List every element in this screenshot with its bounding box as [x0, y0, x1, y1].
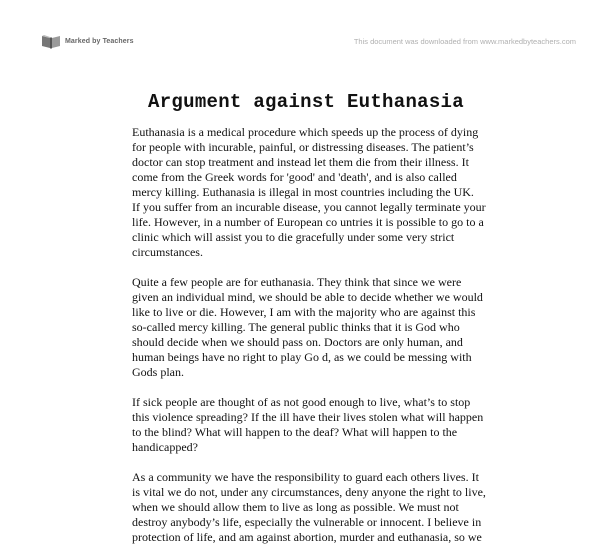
text-line: protection of life, and am against abortion, murder and euthanasia, so we: [132, 530, 482, 544]
marked-by-teachers-logo[interactable]: [40, 33, 134, 49]
paragraph-1: [132, 125, 500, 260]
text-line: this violence spreading? If the ill have their lives stolen what will happen: [132, 410, 484, 424]
text-line: doctor can stop treatment and instead let them die from their illness. It: [132, 155, 469, 169]
text-line: mercy killing. Euthanasia is illegal in most countries including the UK.: [132, 185, 474, 199]
text-line: like to live or die. However, I am with the majority who are against this: [132, 305, 476, 319]
text-line: Euthanasia is a medical procedure which speeds up the process of dying: [132, 125, 479, 139]
book-icon: [40, 33, 62, 49]
text-line: for people with incurable, painful, or distressing diseases. The patient’s: [132, 140, 474, 154]
text-line: come from the Greek words for 'good' and 'death', and is also called: [132, 170, 457, 184]
text-line: when we should allow them to live as long as possible. We must not: [132, 500, 459, 514]
paragraph-4: [132, 470, 500, 545]
document-body: [132, 125, 500, 560]
text-line: As a community we have the responsibility to guard each others lives. It: [132, 470, 479, 484]
logo-text: Marked by Teachers: [65, 37, 134, 45]
text-line: so-called mercy killing. The general public thinks that it is God who: [132, 320, 460, 334]
text-line: If you suffer from an incurable disease, you cannot legally terminate your: [132, 200, 486, 214]
text-line: circumstances.: [132, 245, 203, 259]
text-line: human beings have no right to play Go d, as we could be messing with: [132, 350, 472, 364]
paragraph-2: [132, 275, 500, 380]
page-header: [0, 0, 612, 60]
text-line: handicapped?: [132, 440, 198, 454]
text-line: Quite a few people are for euthanasia. They think that since we were: [132, 275, 462, 289]
text-line: Gods plan.: [132, 365, 184, 379]
text-line: is vital we do not, under any circumstances, deny anyone the right to live,: [132, 485, 486, 499]
text-line: clinic which will assist you to die gracefully under some very strict: [132, 230, 455, 244]
paragraph-3: [132, 395, 500, 455]
text-line: destroy anybody’s life, especially the vulnerable or innocent. I believe in: [132, 515, 482, 529]
document-title: Argument against Euthanasia: [148, 91, 464, 113]
text-line: should decide when we should pass on. Doctors are only human, and: [132, 335, 463, 349]
text-line: given an individual mind, we should be able to decide whether we would: [132, 290, 483, 304]
text-line: If sick people are thought of as not good enough to live, what’s to stop: [132, 395, 471, 409]
text-line: to the blind? What will happen to the deaf? What will happen to the: [132, 425, 458, 439]
download-source-note: This document was downloaded from www.markedbyteachers.com: [353, 37, 576, 46]
text-line: life. However, in a number of European co untries it is possible to go to a: [132, 215, 484, 229]
